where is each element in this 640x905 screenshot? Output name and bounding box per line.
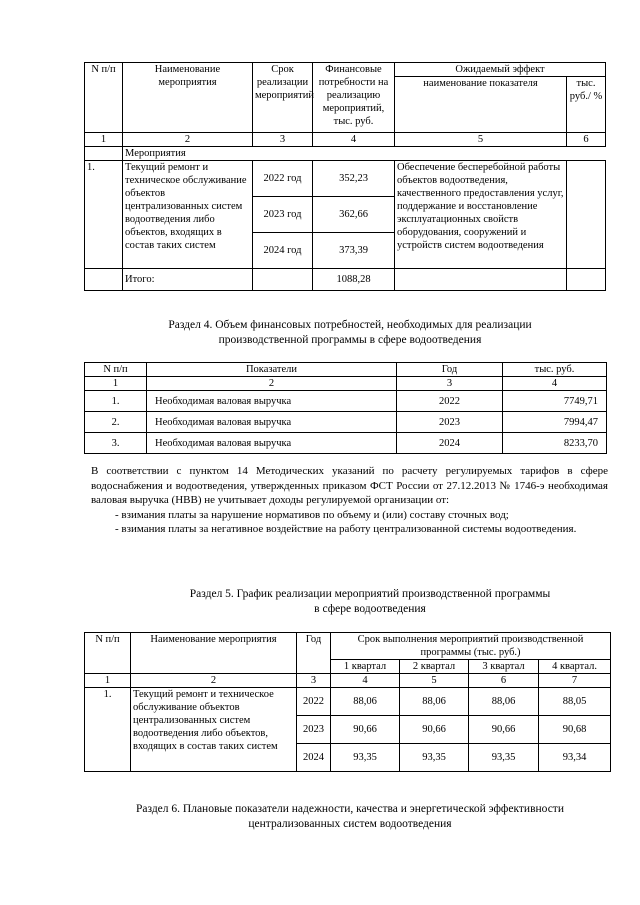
section6-title [60, 802, 640, 832]
table-row [85, 433, 607, 454]
header-indicator: наименование показателя [395, 77, 567, 133]
row-num: 1. [85, 391, 147, 412]
row-value: 7994,47 [503, 412, 607, 433]
header-name: Наименование мероприятия [123, 63, 253, 133]
quarter-value: 90,66 [331, 716, 400, 744]
row-num: 2. [85, 412, 147, 433]
header-unit: тыс. руб. [503, 363, 607, 377]
quarter-value: 90,66 [400, 716, 469, 744]
quarter-value: 88,06 [400, 688, 469, 716]
row-year: 2024 [397, 433, 503, 454]
section-label: Мероприятия [123, 147, 606, 161]
paragraph-main: В соответствии с пунктом 14 Методических указаний по расчету регулируемых тарифов в сфере водоснабжения и водоотведения, утвержденных приказом ФСТ России от 27.12.2013 № 1746-э необходимая валовая выручка (НВВ) не учитывает доходы регулируемой организации от: [91, 465, 608, 506]
index-cell: 2 [131, 674, 297, 688]
schedule-table [84, 632, 611, 772]
row-num: 1. [85, 161, 123, 269]
index-cell: 2 [147, 377, 397, 391]
header-effect: Ожидаемый эффект [395, 63, 606, 77]
row-name: Необходимая валовая выручка [147, 433, 397, 454]
section4-title [70, 318, 630, 348]
index-cell: 2 [123, 133, 253, 147]
paragraph-bullet1: - взимания платы за нарушение нормативов по объему и (или) составу сточных вод; [115, 508, 509, 521]
quarter-value: 93,35 [331, 744, 400, 772]
header-year: Год [297, 633, 331, 674]
header-year: Год [397, 363, 503, 377]
row-name: Текущий ремонт и техническое обслуживание объектов централизованных систем водоотведения либо объектов, входящих в состав таких систем [131, 688, 297, 772]
header-term: Срок выполнения мероприятий производственной программы (тыс. руб.) [331, 633, 611, 660]
nvv-paragraph [91, 464, 608, 537]
row-value: 362,66 [313, 197, 395, 233]
paragraph-bullet2: - взимания платы за негативное воздействие на работу централизованной системы водоотведения. [115, 523, 577, 535]
header-unit: тыс. руб./ % [567, 77, 606, 133]
section4-title-line1: Раздел 4. Объем финансовых потребностей, необходимых для реализации [168, 319, 532, 331]
index-cell: 4 [503, 377, 607, 391]
row-year: 2023 [297, 716, 331, 744]
row-num: 3. [85, 433, 147, 454]
index-cell: 3 [253, 133, 313, 147]
header-name: Наименование мероприятия [131, 633, 297, 674]
index-cell: 1 [85, 133, 123, 147]
total-label: Итого: [123, 269, 253, 291]
quarter-value: 88,06 [469, 688, 539, 716]
header-quarter: 3 квартал [469, 660, 539, 674]
quarter-value: 93,35 [400, 744, 469, 772]
table-row [85, 391, 607, 412]
quarter-value: 93,35 [469, 744, 539, 772]
index-cell: 5 [400, 674, 469, 688]
index-cell: 3 [297, 674, 331, 688]
index-cell: 7 [539, 674, 611, 688]
index-cell: 6 [469, 674, 539, 688]
row-value: 352,23 [313, 161, 395, 197]
header-quarter: 1 квартал [331, 660, 400, 674]
row-year: 2022 [297, 688, 331, 716]
row-name: Необходимая валовая выручка [147, 391, 397, 412]
row-year: 2023 [397, 412, 503, 433]
header-finance: Финансовые потребности на реализацию мероприятий, тыс. руб. [313, 63, 395, 133]
total-value: 1088,28 [313, 269, 395, 291]
quarter-value: 90,68 [539, 716, 611, 744]
index-cell: 1 [85, 377, 147, 391]
header-quarter: 2 квартал [400, 660, 469, 674]
measures-table [84, 62, 606, 291]
revenue-table [84, 362, 607, 454]
index-cell: 5 [395, 133, 567, 147]
section4-title-line2: производственной программы в сфере водоотведения [218, 334, 482, 346]
row-num: 1. [85, 688, 131, 772]
table-row [85, 412, 607, 433]
quarter-value: 93,34 [539, 744, 611, 772]
quarter-value: 88,05 [539, 688, 611, 716]
header-num: N п/п [85, 633, 131, 674]
header-term: Срок реализации мероприятий [253, 63, 313, 133]
index-cell: 6 [567, 133, 606, 147]
row-value: 8233,70 [503, 433, 607, 454]
section6-title-line1: Раздел 6. Плановые показатели надежности, качества и энергетической эффективности [136, 803, 564, 815]
quarter-value: 90,66 [469, 716, 539, 744]
row-name: Необходимая валовая выручка [147, 412, 397, 433]
row-year: 2024 год [253, 233, 313, 269]
section5-title [90, 587, 640, 617]
row-value: 7749,71 [503, 391, 607, 412]
row-value: 373,39 [313, 233, 395, 269]
table-row [85, 688, 611, 716]
index-cell: 4 [313, 133, 395, 147]
header-num: N п/п [85, 63, 123, 133]
header-indicators: Показатели [147, 363, 397, 377]
index-cell: 4 [331, 674, 400, 688]
row-year: 2024 [297, 744, 331, 772]
section5-title-line2: в сфере водоотведения [314, 603, 426, 615]
header-num: N п/п [85, 363, 147, 377]
row-name: Текущий ремонт и техническое обслуживание объектов централизованных систем водоотведения либо объектов, входящих в состав таких систем [123, 161, 253, 269]
header-quarter: 4 квартал. [539, 660, 611, 674]
section5-title-line1: Раздел 5. График реализации мероприятий производственной программы [189, 588, 551, 600]
index-cell: 1 [85, 674, 131, 688]
row-effect: Обеспечение бесперебойной работы объектов водоотведения, качественного предоставления услуг, поддержание и восстановление эксплуатационных свойств оборудования, сооружений и устройств систем водоотведения [395, 161, 567, 269]
row-year: 2022 год [253, 161, 313, 197]
index-cell: 3 [397, 377, 503, 391]
quarter-value: 88,06 [331, 688, 400, 716]
row-year: 2023 год [253, 197, 313, 233]
row-year: 2022 [397, 391, 503, 412]
section6-title-line2: централизованных систем водоотведения [248, 818, 452, 830]
